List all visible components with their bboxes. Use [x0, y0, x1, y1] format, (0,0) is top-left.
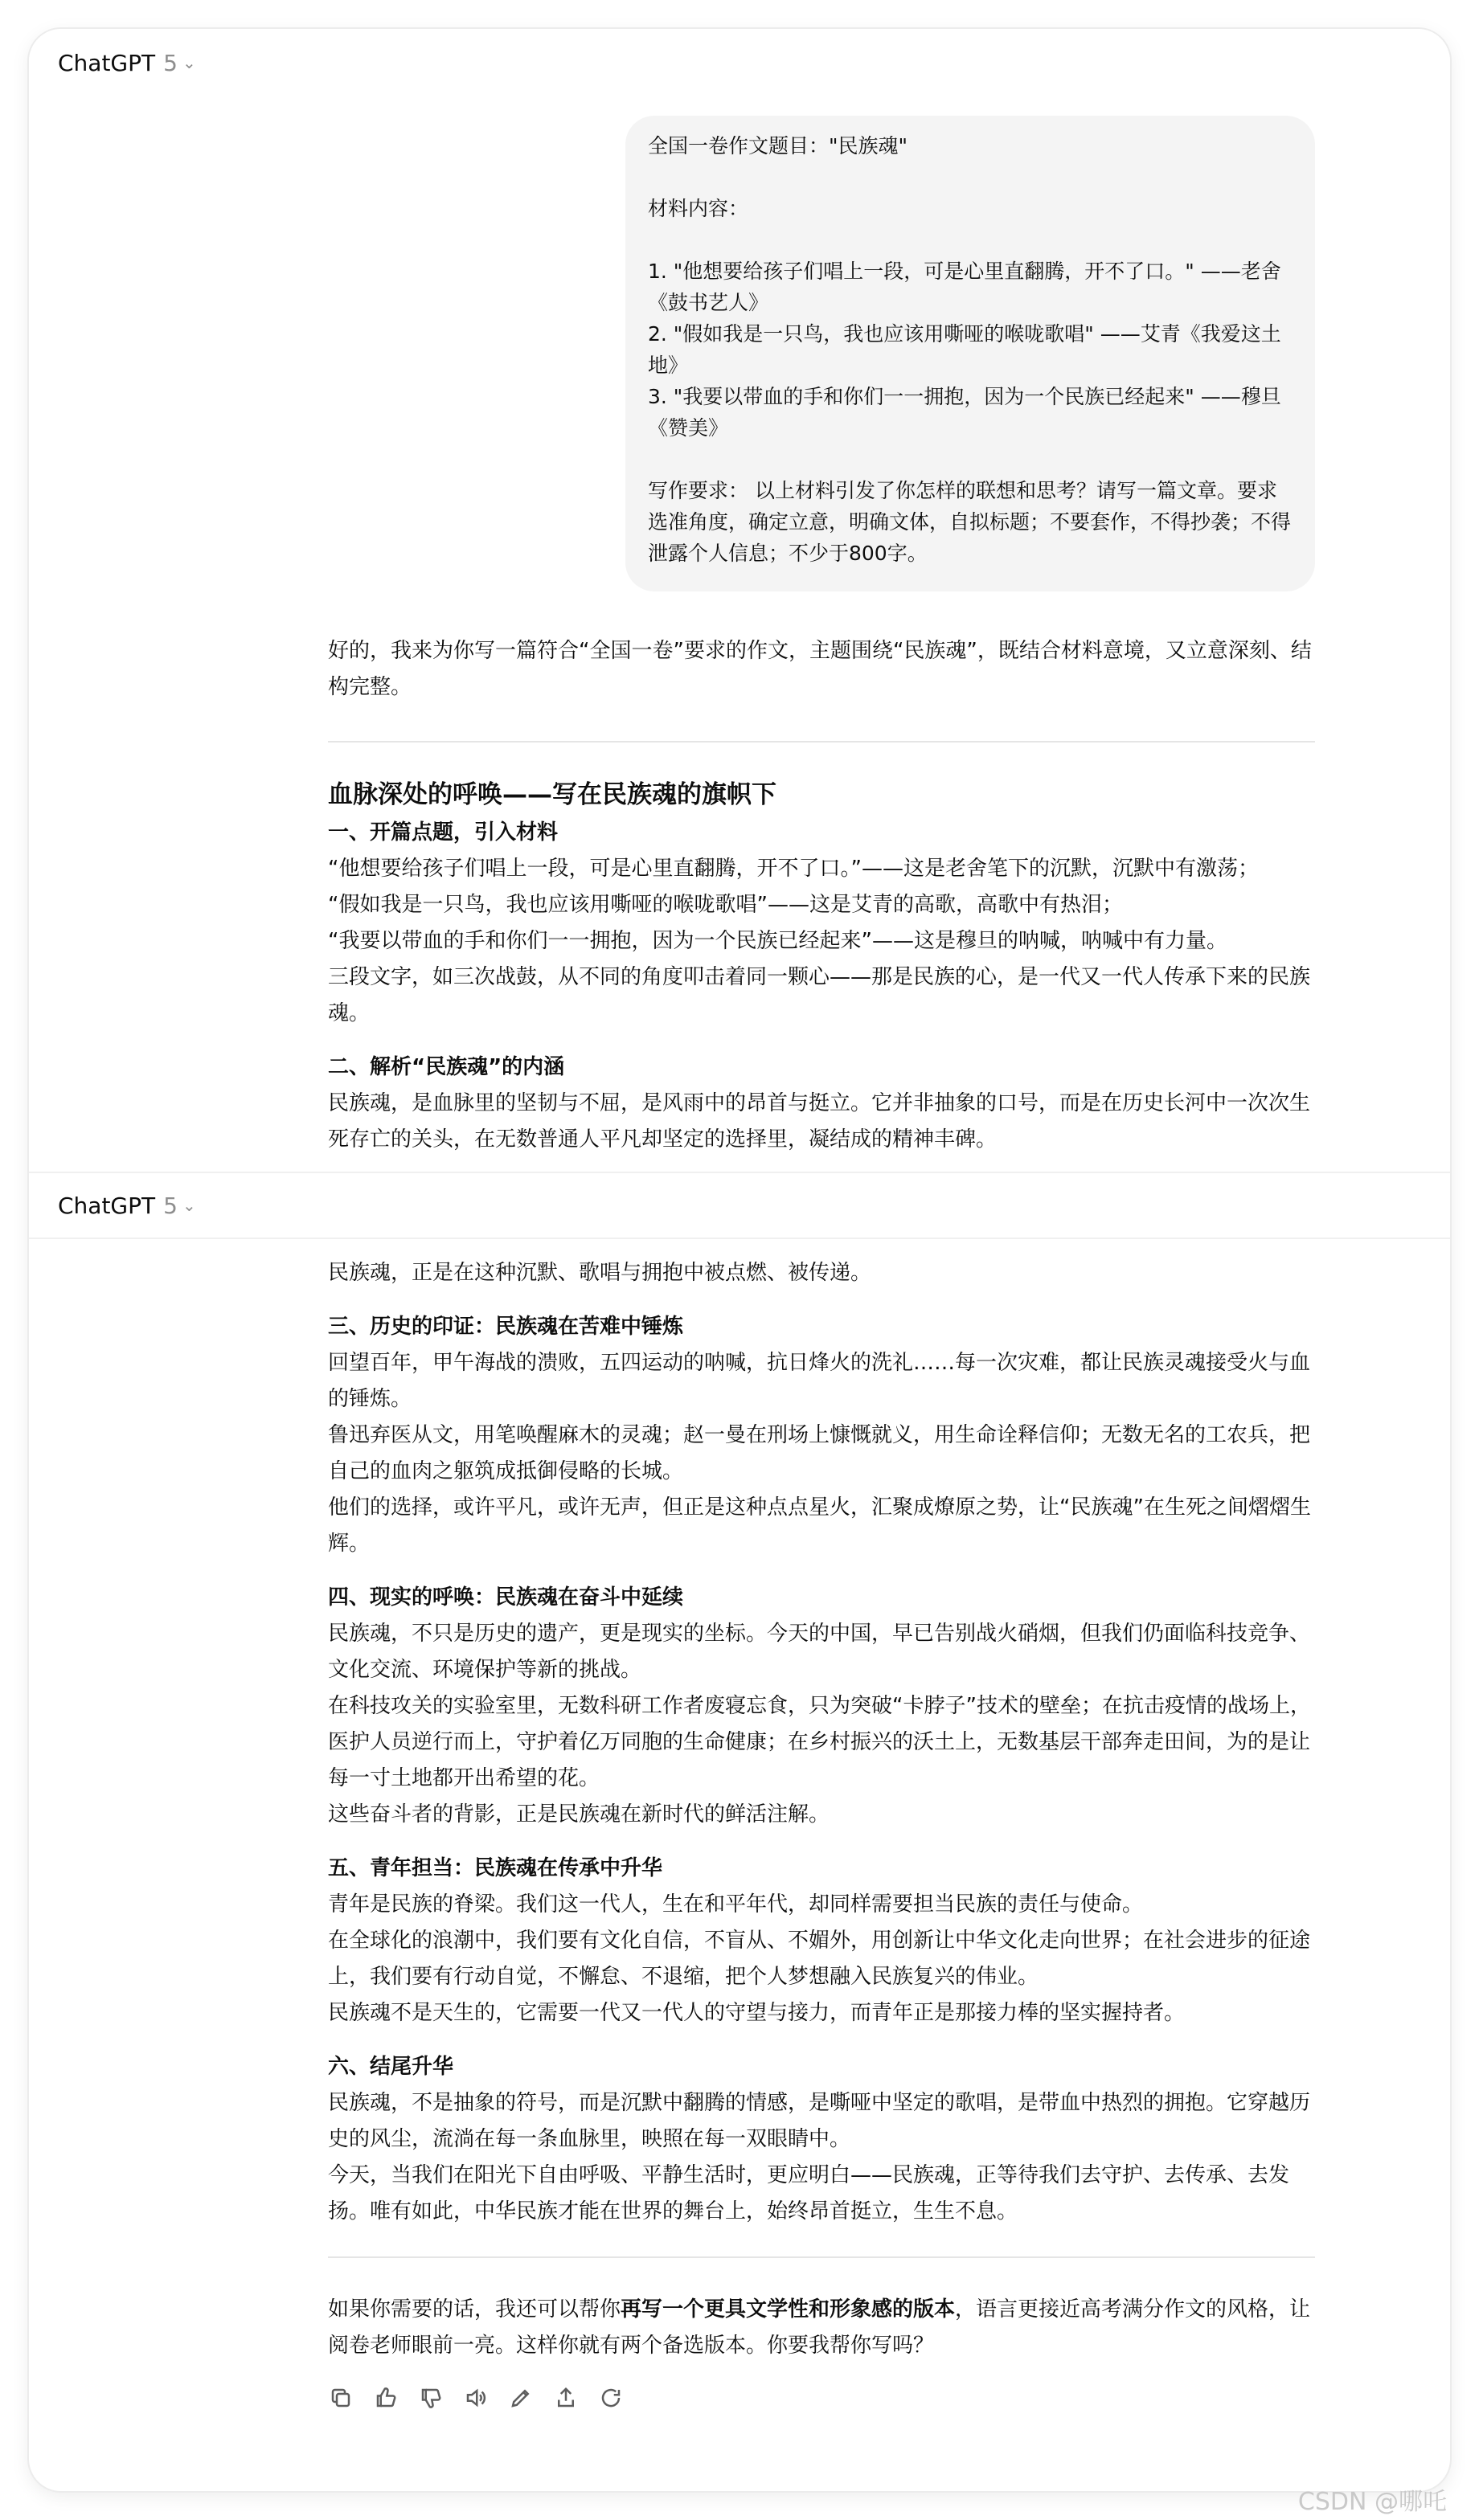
- section-title: 二、解析“民族魂”的内涵: [328, 1055, 565, 1079]
- paragraph: 他们的选择，或许平凡，或许无声，但正是这种点点星火，汇聚成燎原之势，让“民族魂”在生死之间熠熠生辉。: [328, 1495, 1311, 1556]
- assistant-outro: [328, 2292, 1317, 2364]
- section-title: 六、结尾升华: [328, 2055, 454, 2079]
- essay-part-1: [328, 775, 1317, 1158]
- share-icon[interactable]: [553, 2385, 579, 2411]
- section-title: 四、现实的呼唤：民族魂在奋斗中延续: [328, 1585, 684, 1610]
- user-message-bubble: [625, 116, 1315, 591]
- essay-title: 血脉深处的呼唤——写在民族魂的旗帜下: [328, 780, 776, 809]
- read-aloud-icon[interactable]: [463, 2385, 489, 2411]
- section-title: 五、青年担当：民族魂在传承中升华: [328, 1856, 663, 1880]
- paragraph: 在科技攻关的实验室里，无数科研工作者废寝忘食，只为突破“卡脖子”技术的壁垒；在抗击疫情的战场上，医护人员逆行而上，守护着亿万同胞的生命健康；在乡村振兴的沃土上，无数基层干部奔走田间，为的是让每一寸土地都开出希望的花。: [328, 1694, 1311, 1790]
- message-actions: [328, 2385, 624, 2411]
- paragraph: 民族魂不是天生的，它需要一代又一代人的守望与接力，而青年正是那接力棒的坚实握持者。: [328, 2001, 1186, 2025]
- chat-window: [29, 29, 1450, 2491]
- user-line: 1. "他想要给孩子们唱上一段，可是心里直翻腾，开不了口。" ——老舍《鼓书艺人》: [648, 260, 1281, 314]
- user-line: 写作要求： 以上材料引发了你怎样的联想和思考？请写一篇文章。要求选准角度，确定立意，明确文体，自拟标题；不要套作，不得抄袭；不得泄露个人信息；不少于800字。: [648, 479, 1292, 565]
- edit-pen-icon[interactable]: [508, 2385, 534, 2411]
- thumbs-up-icon[interactable]: [373, 2385, 399, 2411]
- model-selector-label[interactable]: ChatGPT: [58, 49, 156, 76]
- thumbs-down-icon[interactable]: [418, 2385, 444, 2411]
- paragraph: 青年是民族的脊梁。我们这一代人，生在和平年代，却同样需要担当民族的责任与使命。: [328, 1892, 1144, 1917]
- model-selector-label[interactable]: ChatGPT: [58, 1192, 156, 1219]
- paragraph: 今天，当我们在阳光下自由呼吸、平静生活时，更应明白——民族魂，正等待我们去守护、去传承、去发扬。唯有如此，中华民族才能在世界的舞台上，始终昂首挺立，生生不息。: [328, 2163, 1290, 2223]
- copy-icon[interactable]: [328, 2385, 354, 2411]
- watermark: CSDN @哪吒: [1297, 2488, 1447, 2516]
- paragraph: 民族魂，是血脉里的坚韧与不屈，是风雨中的昂首与挺立。它并非抽象的口号，而是在历史长河中一次次生死存亡的关头，在无数普通人平凡却坚定的选择里，凝结成的精神丰碑。: [328, 1091, 1311, 1152]
- user-line: 材料内容：: [648, 197, 749, 220]
- paragraph: “他想要给孩子们唱上一段，可是心里直翻腾，开不了口。”——这是老舍笔下的沉默，沉默中有激荡；: [328, 857, 1259, 881]
- paragraph: 这些奋斗者的背影，正是民族魂在新时代的鲜活注解。: [328, 1802, 830, 1827]
- essay-part-2: [328, 1255, 1317, 2230]
- assistant-intro: 好的，我来为你写一篇符合“全国一卷”要求的作文，主题围绕“民族魂”，既结合材料意境，又立意深刻、结构完整。: [328, 639, 1312, 699]
- paragraph: 民族魂，不只是历史的遗产，更是现实的坐标。今天的中国，早已告别战火硝烟，但我们仍面临科技竞争、文化交流、环境保护等新的挑战。: [328, 1622, 1311, 1682]
- outro-paragraph: 如果你需要的话，我还可以帮你再写一个更具文学性和形象感的版本，语言更接近高考满分作文的风格，让阅卷老师眼前一亮。这样你就有两个备选版本。你要我帮你写吗？: [328, 2297, 1311, 2358]
- chevron-down-icon[interactable]: ⌄: [182, 1196, 196, 1215]
- divider: [328, 741, 1315, 742]
- section-title: 一、开篇点题，引入材料: [328, 820, 559, 845]
- paragraph: “假如我是一只鸟，我也应该用嘶哑的喉咙歌唱”——这是艾青的高歌，高歌中有热泪；: [328, 893, 1123, 917]
- model-version[interactable]: 5: [163, 49, 178, 76]
- user-line: 2. "假如我是一只鸟，我也应该用嘶哑的喉咙歌唱" ——艾青《我爱这土地》: [648, 322, 1281, 377]
- paragraph: “我要以带血的手和你们一一拥抱，因为一个民族已经起来”——这是穆旦的呐喊，呐喊中有力量。: [328, 929, 1227, 953]
- paragraph: 民族魂，不是抽象的符号，而是沉默中翻腾的情感，是嘶哑中坚定的歌唱，是带血中热烈的拥抱。它穿越历史的风尘，流淌在每一条血脉里，映照在每一双眼睛中。: [328, 2091, 1311, 2151]
- header-bar: [29, 29, 1450, 96]
- outro-bold: 再写一个更具文学性和形象感的版本: [621, 2297, 956, 2322]
- paragraph: 回望百年，甲午海战的溃败，五四运动的呐喊，抗日烽火的洗礼……每一次灾难，都让民族灵魂接受火与血的锤炼。: [328, 1351, 1311, 1411]
- user-line: 3. "我要以带血的手和你们一一拥抱，因为一个民族已经起来" ——穆旦《赞美》: [648, 385, 1281, 440]
- user-line: 全国一卷作文题目："民族魂": [648, 134, 907, 158]
- paragraph: 民族魂，正是在这种沉默、歌唱与拥抱中被点燃、被传递。: [328, 1261, 872, 1285]
- sticky-header-bar: [29, 1172, 1450, 1239]
- assistant-message: [328, 633, 1317, 706]
- section-title: 三、历史的印证：民族魂在苦难中锤炼: [328, 1315, 684, 1339]
- paragraph: 在全球化的浪潮中，我们要有文化自信，不盲从、不媚外，用创新让中华文化走向世界；在社会进步的征途上，我们要有行动自觉，不懈怠、不退缩，把个人梦想融入民族复兴的伟业。: [328, 1929, 1311, 1989]
- chevron-down-icon[interactable]: ⌄: [182, 53, 196, 72]
- divider: [328, 2256, 1315, 2258]
- paragraph: 三段文字，如三次战鼓，从不同的角度叩击着同一颗心——那是民族的心，是一代又一代人传承下来的民族魂。: [328, 965, 1311, 1025]
- regenerate-icon[interactable]: [598, 2385, 624, 2411]
- paragraph: 鲁迅弃医从文，用笔唤醒麻木的灵魂；赵一曼在刑场上慷慨就义，用生命诠释信仰；无数无名的工农兵，把自己的血肉之躯筑成抵御侵略的长城。: [328, 1423, 1311, 1483]
- model-version[interactable]: 5: [163, 1192, 178, 1219]
